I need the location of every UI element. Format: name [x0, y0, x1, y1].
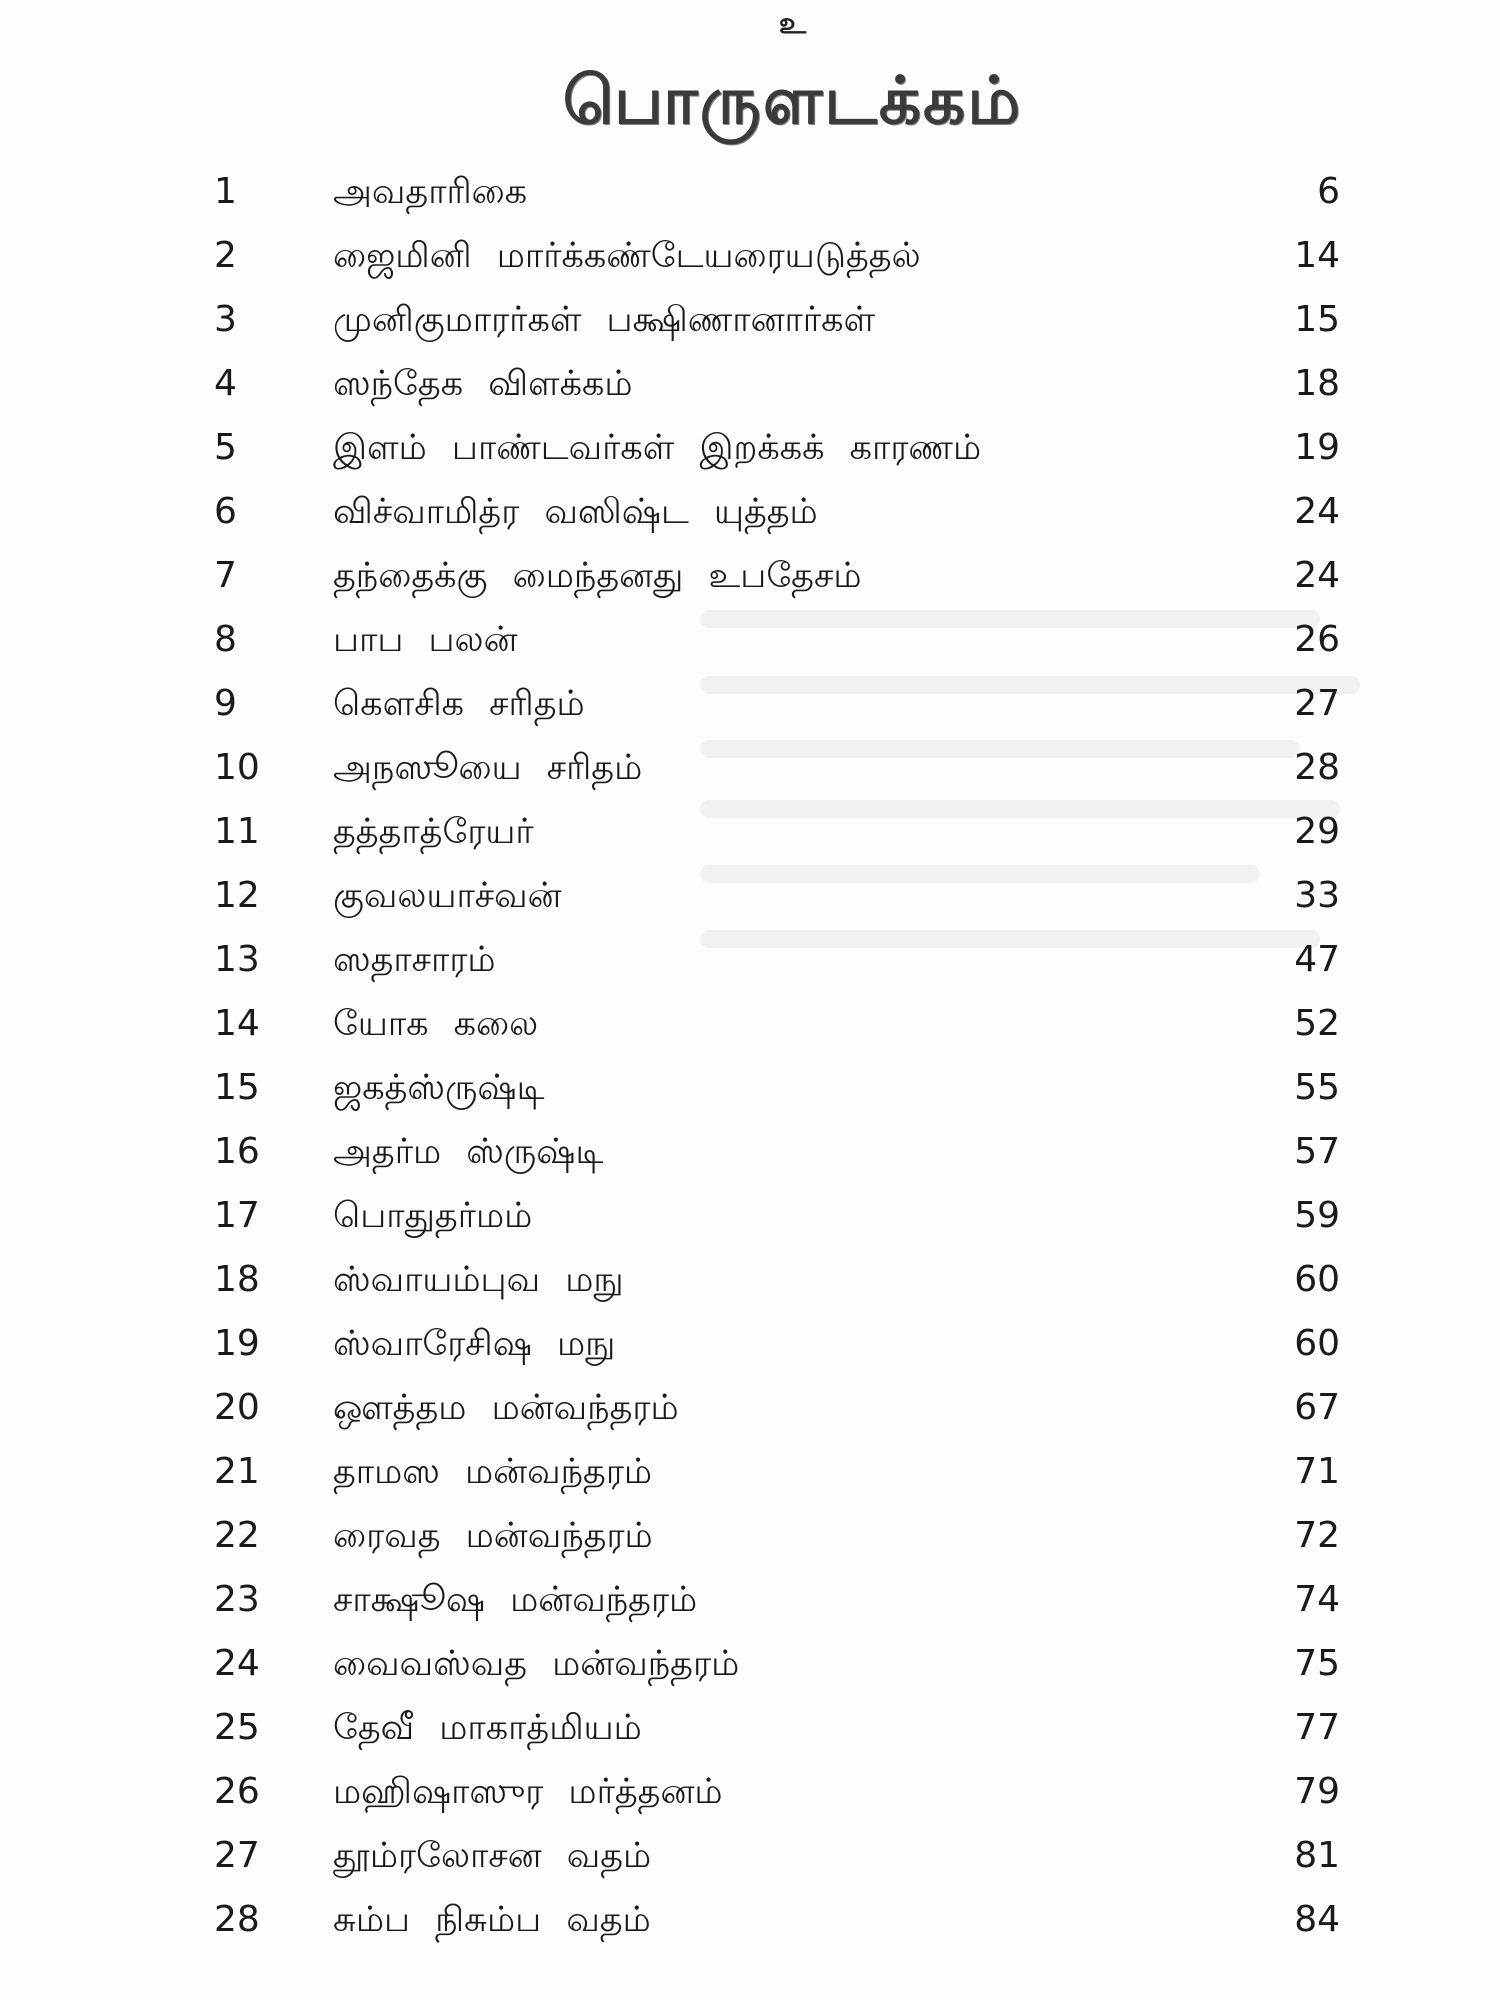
toc-chapter-title: யோக கலை	[333, 1004, 539, 1044]
toc-row	[0, 608, 1500, 672]
toc-chapter-title: கௌசிக சரிதம்	[333, 684, 585, 724]
toc-row	[0, 1056, 1500, 1120]
toc-chapter-title: அதர்ம ஸ்ருஷ்டி	[333, 1132, 604, 1172]
toc-chapter-title: தந்தைக்கு மைந்தனது உபதேசம்	[333, 556, 862, 596]
toc-number: 23	[214, 1579, 260, 1620]
toc-row	[0, 288, 1500, 352]
toc-row	[0, 1568, 1500, 1632]
toc-row	[0, 800, 1500, 864]
toc-chapter-title: ஜைமினி மார்க்கண்டேயரையடுத்தல்	[333, 236, 921, 276]
toc-number: 10	[214, 747, 260, 788]
toc-row	[0, 416, 1500, 480]
toc-chapter-title: ஜகத்ஸ்ருஷ்டி	[333, 1068, 545, 1108]
toc-row	[0, 544, 1500, 608]
toc-number: 28	[214, 1899, 260, 1940]
toc-page-number: 28	[1294, 747, 1340, 788]
toc-page-number: 47	[1294, 939, 1340, 980]
toc-row	[0, 928, 1500, 992]
toc-number: 4	[214, 363, 237, 404]
toc-number: 20	[214, 1387, 260, 1428]
toc-chapter-title: பாப பலன்	[333, 620, 518, 660]
toc-row	[0, 1696, 1500, 1760]
toc-page-number: 15	[1294, 299, 1340, 340]
toc-number: 16	[214, 1131, 260, 1172]
toc-row	[0, 864, 1500, 928]
toc-number: 9	[214, 683, 237, 724]
toc-row	[0, 1248, 1500, 1312]
toc-chapter-title: தத்தாத்ரேயர்	[333, 812, 534, 852]
toc-number: 24	[214, 1643, 260, 1684]
toc-number: 25	[214, 1707, 260, 1748]
toc-number: 18	[214, 1259, 260, 1300]
toc-row	[0, 160, 1500, 224]
toc-page-number: 57	[1294, 1131, 1340, 1172]
toc-chapter-title: சும்ப நிசும்ப வதம்	[333, 1900, 651, 1940]
toc-number: 1	[214, 171, 237, 212]
toc-chapter-title: ஔத்தம மன்வந்தரம்	[333, 1388, 679, 1428]
toc-chapter-title: விச்வாமித்ர வஸிஷ்ட யுத்தம்	[333, 492, 818, 532]
toc-page-number: 27	[1294, 683, 1340, 724]
toc-page-number: 33	[1294, 875, 1340, 916]
toc-row	[0, 1760, 1500, 1824]
toc-chapter-title: தேவீ மாகாத்மியம்	[333, 1708, 642, 1748]
toc-chapter-title: சாக்ஷூஷ மன்வந்தரம்	[333, 1580, 698, 1620]
toc-row	[0, 1888, 1500, 1952]
toc-row	[0, 1824, 1500, 1888]
toc-chapter-title: குவலயாச்வன்	[333, 876, 562, 916]
toc-number: 13	[214, 939, 260, 980]
toc-page-number: 84	[1294, 1899, 1340, 1940]
toc-row	[0, 1504, 1500, 1568]
toc-page-number: 52	[1294, 1003, 1340, 1044]
toc-number: 2	[214, 235, 237, 276]
toc-number: 3	[214, 299, 237, 340]
toc-chapter-title: அவதாரிகை	[333, 172, 528, 212]
toc-page-number: 19	[1294, 427, 1340, 468]
toc-row	[0, 1632, 1500, 1696]
toc-page-number: 55	[1294, 1067, 1340, 1108]
toc-number: 27	[214, 1835, 260, 1876]
toc-chapter-title: தாமஸ மன்வந்தரம்	[333, 1452, 653, 1492]
toc-chapter-title: பொதுதர்மம்	[333, 1196, 533, 1236]
toc-number: 7	[214, 555, 237, 596]
toc-page-number: 24	[1294, 555, 1340, 596]
toc-row	[0, 736, 1500, 800]
toc-page-number: 24	[1294, 491, 1340, 532]
toc-chapter-title: வைவஸ்வத மன்வந்தரம்	[333, 1644, 740, 1684]
toc-chapter-title: ஸதாசாரம்	[333, 940, 496, 980]
toc-number: 26	[214, 1771, 260, 1812]
toc-row	[0, 1312, 1500, 1376]
toc-page-number: 81	[1294, 1835, 1340, 1876]
toc-number: 19	[214, 1323, 260, 1364]
toc-row	[0, 480, 1500, 544]
toc-row	[0, 1376, 1500, 1440]
table-of-contents	[0, 160, 1500, 1952]
toc-number: 22	[214, 1515, 260, 1556]
toc-page-number: 75	[1294, 1643, 1340, 1684]
toc-chapter-title: ஸந்தேக விளக்கம்	[333, 364, 633, 404]
page-title: பொருளடக்கம்	[562, 62, 1023, 139]
toc-number: 21	[214, 1451, 260, 1492]
toc-chapter-title: இளம் பாண்டவர்கள் இறக்கக் காரணம்	[333, 428, 982, 468]
toc-page-number: 79	[1294, 1771, 1340, 1812]
toc-page-number: 60	[1294, 1323, 1340, 1364]
toc-number: 11	[214, 811, 260, 852]
toc-chapter-title: முனிகுமாரர்கள் பக்ஷிணானார்கள்	[333, 300, 876, 340]
toc-chapter-title: தூம்ரலோசன வதம்	[333, 1836, 652, 1876]
toc-number: 12	[214, 875, 260, 916]
toc-page-number: 6	[1317, 171, 1340, 212]
page-marker: உ	[778, 6, 807, 41]
toc-number: 17	[214, 1195, 260, 1236]
toc-chapter-title: ஸ்வாரேசிஷ மநு	[333, 1324, 616, 1364]
toc-page-number: 59	[1294, 1195, 1340, 1236]
toc-number: 15	[214, 1067, 260, 1108]
toc-page-number: 26	[1294, 619, 1340, 660]
toc-page-number: 18	[1294, 363, 1340, 404]
toc-page-number: 71	[1294, 1451, 1340, 1492]
toc-number: 8	[214, 619, 237, 660]
toc-row	[0, 1120, 1500, 1184]
toc-row	[0, 992, 1500, 1056]
toc-chapter-title: ரைவத மன்வந்தரம்	[333, 1516, 653, 1556]
toc-page-number: 29	[1294, 811, 1340, 852]
toc-number: 6	[214, 491, 237, 532]
toc-row	[0, 352, 1500, 416]
toc-row	[0, 672, 1500, 736]
toc-number: 14	[214, 1003, 260, 1044]
toc-page-number: 14	[1294, 235, 1340, 276]
toc-page-number: 60	[1294, 1259, 1340, 1300]
toc-row	[0, 1184, 1500, 1248]
toc-chapter-title: அநஸூயை சரிதம்	[333, 748, 643, 788]
toc-row	[0, 224, 1500, 288]
toc-row	[0, 1440, 1500, 1504]
toc-chapter-title: ஸ்வாயம்புவ மநு	[333, 1260, 624, 1300]
toc-number: 5	[214, 427, 237, 468]
toc-chapter-title: மஹிஷாஸுர மர்த்தனம்	[333, 1772, 723, 1812]
toc-page-number: 72	[1294, 1515, 1340, 1556]
toc-page-number: 67	[1294, 1387, 1340, 1428]
toc-page-number: 74	[1294, 1579, 1340, 1620]
toc-page-number: 77	[1294, 1707, 1340, 1748]
